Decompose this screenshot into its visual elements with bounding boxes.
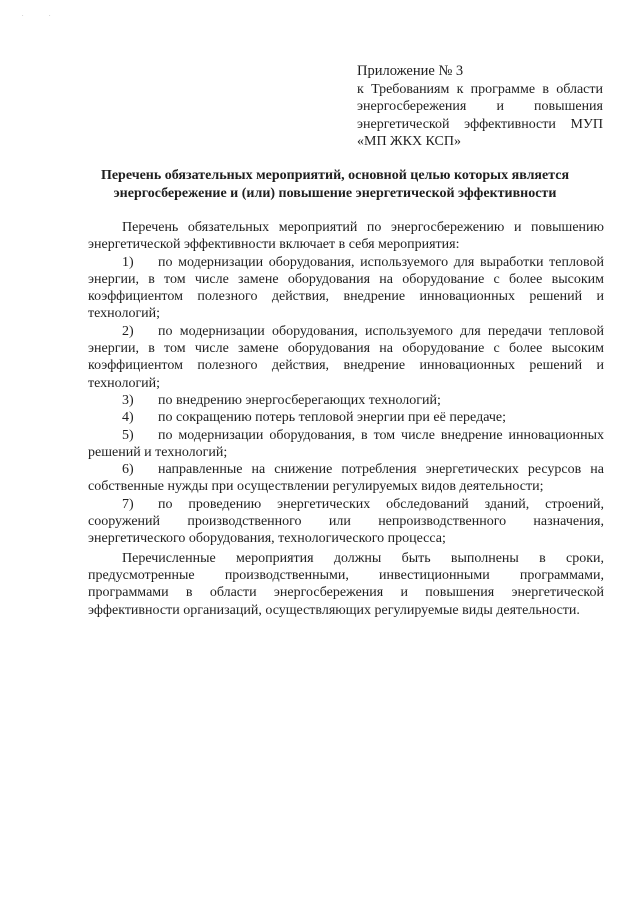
closing-paragraph: Перечисленные мероприятия должны быть выполнены в сроки, предусмотренные производственными, инвестиционными программами, программами в области энергосбережения и повышения энергетической эффективности организаций, осуществляющих регулируемые виды деятельности. bbox=[88, 550, 604, 618]
list-item bbox=[88, 427, 604, 462]
list-item-number: 1) bbox=[122, 254, 134, 270]
list-item bbox=[88, 323, 604, 392]
annex-reference: к Требованиям к программе в области энергосбережения и повышения энергетической эффективности МУП «МП ЖКХ КСП» bbox=[357, 81, 603, 150]
list-item bbox=[88, 496, 604, 548]
document-title bbox=[70, 167, 600, 203]
list-item-text: по проведению энергетических обследований зданий, строений, сооружений производственного или непроизводственного назначения, энергетического оборудования, технологического процесса; bbox=[88, 496, 604, 547]
list-item-number: 6) bbox=[122, 462, 134, 478]
list-item-number: 7) bbox=[122, 496, 134, 512]
list-item-number: 4) bbox=[122, 410, 134, 426]
list-item-text: по внедрению энергосберегающих технологий; bbox=[158, 392, 441, 408]
list-item-text: по модернизации оборудования, в том числе внедрение инновационных решений и технологий; bbox=[88, 427, 604, 460]
list-item-number: 2) bbox=[122, 323, 134, 339]
document-body bbox=[88, 219, 604, 619]
list-item-number: 3) bbox=[122, 392, 134, 408]
list-item-text: направленные на снижение потребления энергетических ресурсов на собственные нужды при осуществлении регулируемых видов деятельности; bbox=[88, 462, 604, 495]
list-item-text: по сокращению потерь тепловой энергии при её передаче; bbox=[158, 410, 507, 426]
list-item bbox=[88, 254, 604, 323]
document-title-line-1: Перечень обязательных мероприятий, основной целью которых является bbox=[100, 168, 570, 183]
list-item bbox=[88, 392, 604, 409]
list-item bbox=[88, 409, 604, 426]
annex-title: Приложение № 3 bbox=[357, 63, 464, 79]
list-item bbox=[88, 461, 604, 496]
list-item-text: по модернизации оборудования, используемого для выработки тепловой энергии, в том числе замене оборудования на оборудование с более высоким коэффициентом полезного действия, внедрение инновационных решений и технологий; bbox=[88, 254, 604, 322]
document-title-line-2: энергосбережение и (или) повышение энергетической эффективности bbox=[113, 186, 557, 201]
intro-paragraph: Перечень обязательных мероприятий по энергосбережению и повышению энергетической эффективности включает в себя мероприятия: bbox=[88, 220, 604, 253]
list-item-number: 5) bbox=[122, 427, 134, 443]
corner-mark: . . bbox=[22, 12, 63, 18]
list-item-text: по модернизации оборудования, используемого для передачи тепловой энергии, в том числе замене оборудования на оборудование с более высоким коэффициентом полезного действия, внедрение инновационных решений и технологий; bbox=[88, 323, 604, 391]
annex-block bbox=[357, 63, 603, 151]
